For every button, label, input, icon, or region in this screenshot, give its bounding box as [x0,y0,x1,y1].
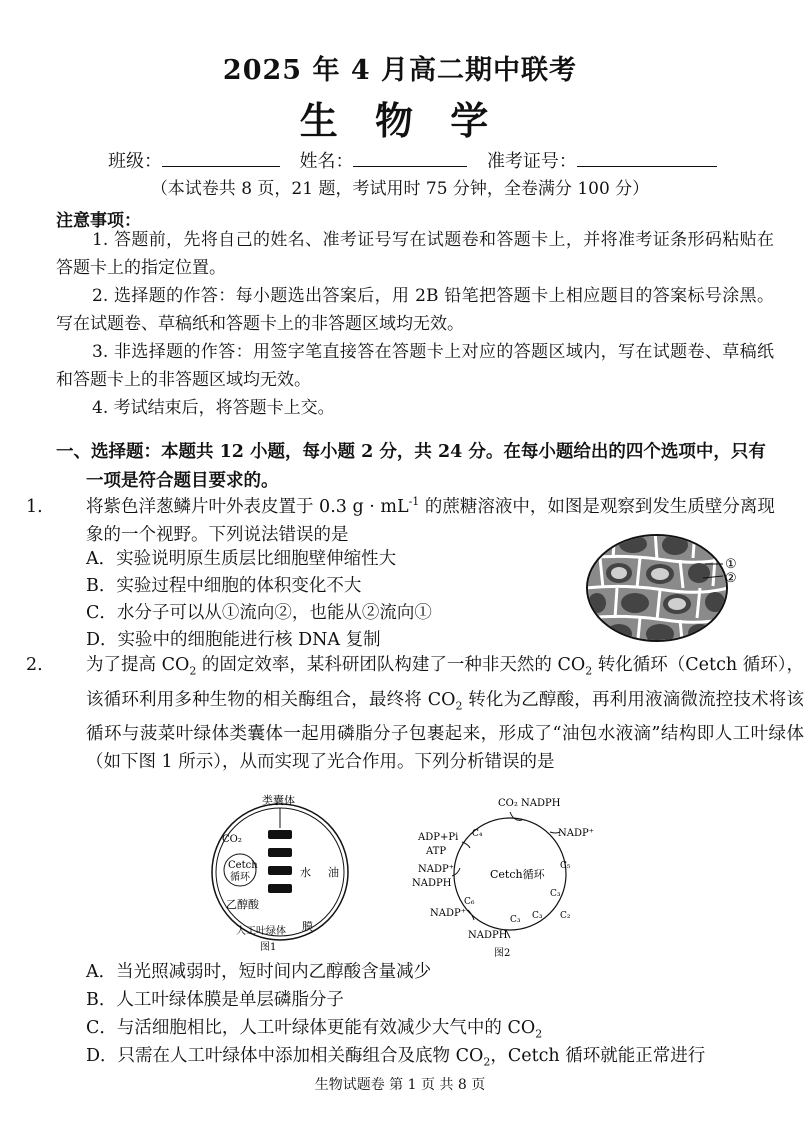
label-water: 水 [300,866,311,879]
q2-option-a: A．当光照减弱时，短时间内乙醇酸含量减少 [86,962,432,982]
subject-title: 生 物 学 [299,98,501,143]
label-cycle: 循环 [230,872,250,883]
label-c5: C₅ [560,861,571,871]
label-cetch: Cetch [228,860,258,871]
label-adp-pi: ADP+Pi [418,832,459,843]
label-thylakoid: 类囊体 [262,794,295,807]
section-title: 一、选择题：本题共 12 小题，每小题 2 分，共 24 分。在每小题给出的四个选项中，只有一项是符合题目要求的。 [56,442,766,491]
label-c6: C₆ [464,897,475,907]
label-nadp-left: NADP⁺ [418,864,454,875]
q1-option-c: C．水分子可以从①流向②，也能从②流向① [86,603,432,623]
name-label: 姓名： [299,151,354,172]
exam-note: （本试卷共 8 页，21 题，考试用时 75 分钟，全卷满分 100 分） [150,179,650,199]
label-1: ① [725,557,737,572]
ticket-blank [577,150,717,167]
class-blank [162,150,280,167]
label-nadph-bottom: NADPH [468,930,508,941]
class-label: 班级： [108,151,162,172]
notice-item-3: 3. 非选择题的作答：用签字笔直接答在答题卡上对应的答题区域内，写在试题卷、草稿纸和答题卡上的非答题区域均无效。 [56,342,774,390]
q1-option-a: A．实验说明原生质层比细胞壁伸缩性大 [86,549,397,569]
question-1-stem: 1. 将紫色洋葱鳞片叶外表皮置于 0.3 $g \cdot mL^{-1}$ 的蔗糖溶液中，如图是观察到发生质壁分离现象的一个视野。下列说法错误的是 [26,495,775,545]
exam-title: 2025 年 4 月高二期中联考 [222,55,578,86]
figure-1-caption: 图1 [260,942,277,953]
student-info-line [108,147,717,173]
label-co2: CO₂ [222,834,242,845]
label-membrane: 膜 [302,920,313,933]
label-c3b: C₃ [532,911,543,921]
name-blank [353,150,467,167]
label-c2: C₂ [560,911,571,921]
notice-item-2: 2. 选择题的作答：每小题选出答案后，用 2B 铅笔把答题卡上相应题目的答案标号涂黑。写在试题卷、草稿纸和答题卡上的非答题区域均无效。 [56,286,774,334]
label-2: ② [725,571,737,586]
ticket-label: 准考证号： [486,151,577,172]
figure-2-caption: 图2 [494,948,511,959]
label-oil: 油 [328,866,339,879]
label-co2-nadph: CO₂ NADPH [498,798,561,809]
figure-1-artificial-chloroplast [200,790,370,960]
q1-option-d: D．实验中的细胞能进行核 DNA 复制 [86,630,381,650]
label-c3c: C₃ [510,915,521,925]
q2-option-b: B．人工叶绿体膜是单层磷脂分子 [86,990,344,1010]
q2-option-d: D．只需在人工叶绿体中添加相关酶组合及底物 $CO_2$，Cetch 循环就能正常进行 [86,1046,706,1069]
notice-item-1: 1. 答题前，先将自己的姓名、准考证号写在试题卷和答题卡上，并将准考证条形码粘贴在答题卡上的指定位置。 [56,230,774,278]
figure-2-cetch-cycle [410,792,594,959]
page-footer: 生物试题卷 第 1 页 共 8 页 [314,1077,486,1093]
label-glycolic-acid: 乙醇酸 [226,898,259,911]
q1-option-b: B．实验过程中细胞的体积变化不大 [86,576,362,596]
label-nadp-top: NADP⁺ [558,828,594,839]
label-atp: ATP [426,846,447,857]
label-c4: C₄ [472,829,483,839]
label-nadph-left: NADPH [412,878,452,889]
notice-item-4: 4. 考试结束后，将答题卡上交。 [92,398,335,418]
label-nadp-bottom: NADP⁺ [430,908,466,919]
thylakoid-stacks [268,830,292,893]
question-2-stem: 2. 为了提高 $CO_2$ 的固定效率，某科研团队构建了一种非天然的 $CO_2$ 转化循环（Cetch 循环），该循环利用多种生物的相关酶组合，最终将 $CO_2$ 转化为乙醇酸，再利用液滴微流控技术将该循环与菠菜叶绿体类囊体一起用磷脂分子包裹起来，形成了“油包水液滴”结构即人工叶绿体（如下图 1 所示），从而实现了光合作用。下列分析错误的是 [26,655,804,772]
plasmolysis-figure [585,530,745,650]
cycle-center-label: Cetch循环 [490,868,545,881]
q2-option-c: C．与活细胞相比，人工叶绿体更能有效减少大气中的 $CO_2$ [86,1018,543,1041]
label-artificial-chloroplast: 人工叶绿体 [236,926,286,937]
label-c3a: C₃ [550,889,561,899]
notice-title: 注意事项： [56,211,141,231]
